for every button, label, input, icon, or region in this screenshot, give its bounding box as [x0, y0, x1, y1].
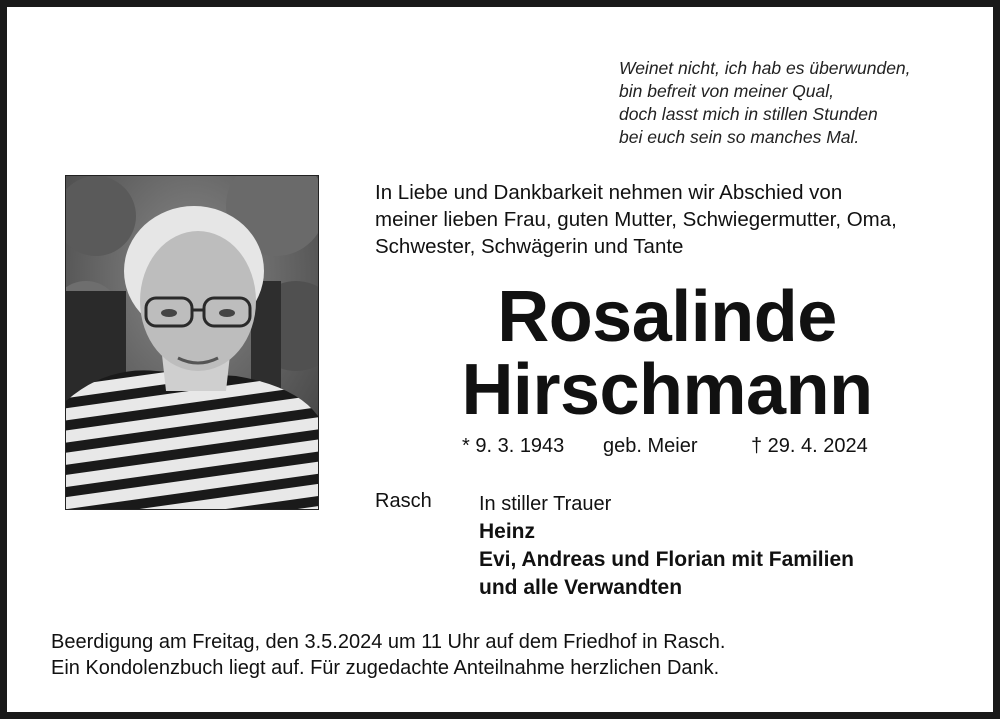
maiden-name: geb. Meier — [603, 435, 698, 457]
poem-line: bei euch sein so manches Mal. — [619, 127, 860, 147]
footer-line: Beerdigung am Freitag, den 3.5.2024 um 11 Uhr auf dem Friedhof in Rasch. — [51, 631, 726, 653]
portrait-photo — [65, 175, 319, 510]
intro-line: meiner lieben Frau, guten Mutter, Schwiegermutter, Oma, — [375, 208, 897, 231]
mourner-name: Evi, Andreas und Florian mit Familien — [479, 548, 854, 571]
poem-line: doch lasst mich in stillen Stunden — [619, 104, 878, 124]
mourners-list — [479, 490, 854, 602]
mourners-intro: In stiller Trauer — [479, 493, 612, 515]
funeral-info — [51, 629, 725, 681]
poem-line: Weinet nicht, ich hab es überwunden, — [619, 58, 911, 78]
mourner-name: und alle Verwandten — [479, 576, 683, 599]
poem — [619, 57, 911, 149]
deceased-last-name: Hirschmann — [461, 350, 873, 430]
death-date: † 29. 4. 2024 — [751, 435, 868, 457]
deceased-first-name: Rosalinde — [497, 277, 837, 357]
intro-line: In Liebe und Dankbarkeit nehmen wir Abschied von — [375, 181, 843, 204]
birth-date: * 9. 3. 1943 — [462, 435, 565, 457]
footer-line: Ein Kondolenzbuch liegt auf. Für zugedachte Anteilnahme herzlichen Dank. — [51, 657, 720, 679]
intro-line: Schwester, Schwägerin und Tante — [375, 235, 684, 258]
mourners-place: Rasch — [375, 490, 432, 512]
mourner-name: Heinz — [479, 520, 536, 543]
poem-line: bin befreit von meiner Qual, — [619, 81, 834, 101]
intro-text — [375, 179, 897, 260]
